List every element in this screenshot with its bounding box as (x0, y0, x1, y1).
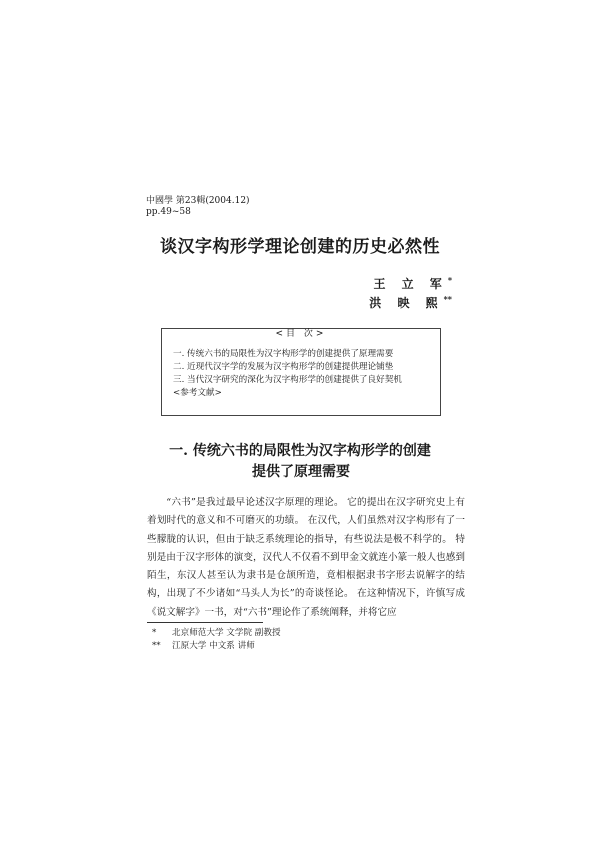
author-1-name: 王 立 军 (373, 277, 448, 291)
footnote-2-mark: ** (152, 641, 161, 651)
footnote-2 (152, 640, 281, 653)
paper-title: 谈汉字构形学理论创建的历史必然性 (160, 237, 440, 257)
author-list (369, 275, 452, 313)
author-1 (369, 275, 452, 294)
footnote-divider (147, 622, 263, 623)
body-text (147, 494, 465, 622)
toc-label: <目 次> (270, 329, 333, 339)
toc-item: 三. 当代汉字研究的深化为汉字构形学的创建提供了良好契机 (173, 375, 402, 385)
journal-pages: pp.49~58 (146, 207, 191, 217)
toc-item: <参考文献> (173, 388, 222, 398)
toc-item: 一. 传统六书的局限性为汉字构形学的创建提供了原理需要 (173, 349, 394, 359)
section-heading (0, 441, 600, 483)
journal-name-issue: 中國學 第23輯(2004.12) (146, 196, 250, 206)
author-2-name: 洪 映 熙 (369, 296, 444, 310)
section-heading-line-2: 提供了原理需要 (252, 464, 350, 480)
footnotes (152, 627, 281, 653)
footnote-1 (152, 627, 281, 640)
footnote-2-text: 江原大学 中文系 讲师 (172, 641, 255, 651)
footnote-1-mark: * (152, 628, 157, 638)
author-2-mark: ** (443, 294, 452, 304)
author-2 (369, 294, 452, 313)
footnote-1-text: 北京师范大学 文学院 副教授 (172, 628, 281, 638)
journal-header (146, 196, 250, 218)
author-1-mark: * (447, 275, 452, 285)
section-heading-line-1: 一. 传统六书的局限性为汉字构形学的创建 (169, 443, 431, 459)
body-paragraph: “六书”是我过最早论述汉字原理的理论。 它的提出在汉字研究史上有着划时代的意义和不可磨灭的功绩。 在汉代，人们虽然对汉字构形有了一些朦胧的认识，但由于缺乏系统理论的指导，有些说法是极不科学的。 特别是由于汉字形体的演变，汉代人不仅看不到甲金文就连小篆一般人也感到陌生，东汉人甚至认为隶书是仓颉所造，竟相根据隶书字形去说解字的结构，出现了不少诸如“马头人为长”的奇谈怪论。 在这种情况下，许慎写成《说文解字》一书，对“六书”理论作了系统阐释，并将它应 (147, 497, 465, 618)
toc-item: 二. 近现代汉字学的发展为汉字构形学的创建提供理论铺垫 (173, 362, 394, 372)
toc-list (173, 348, 402, 400)
table-of-contents (161, 328, 441, 416)
